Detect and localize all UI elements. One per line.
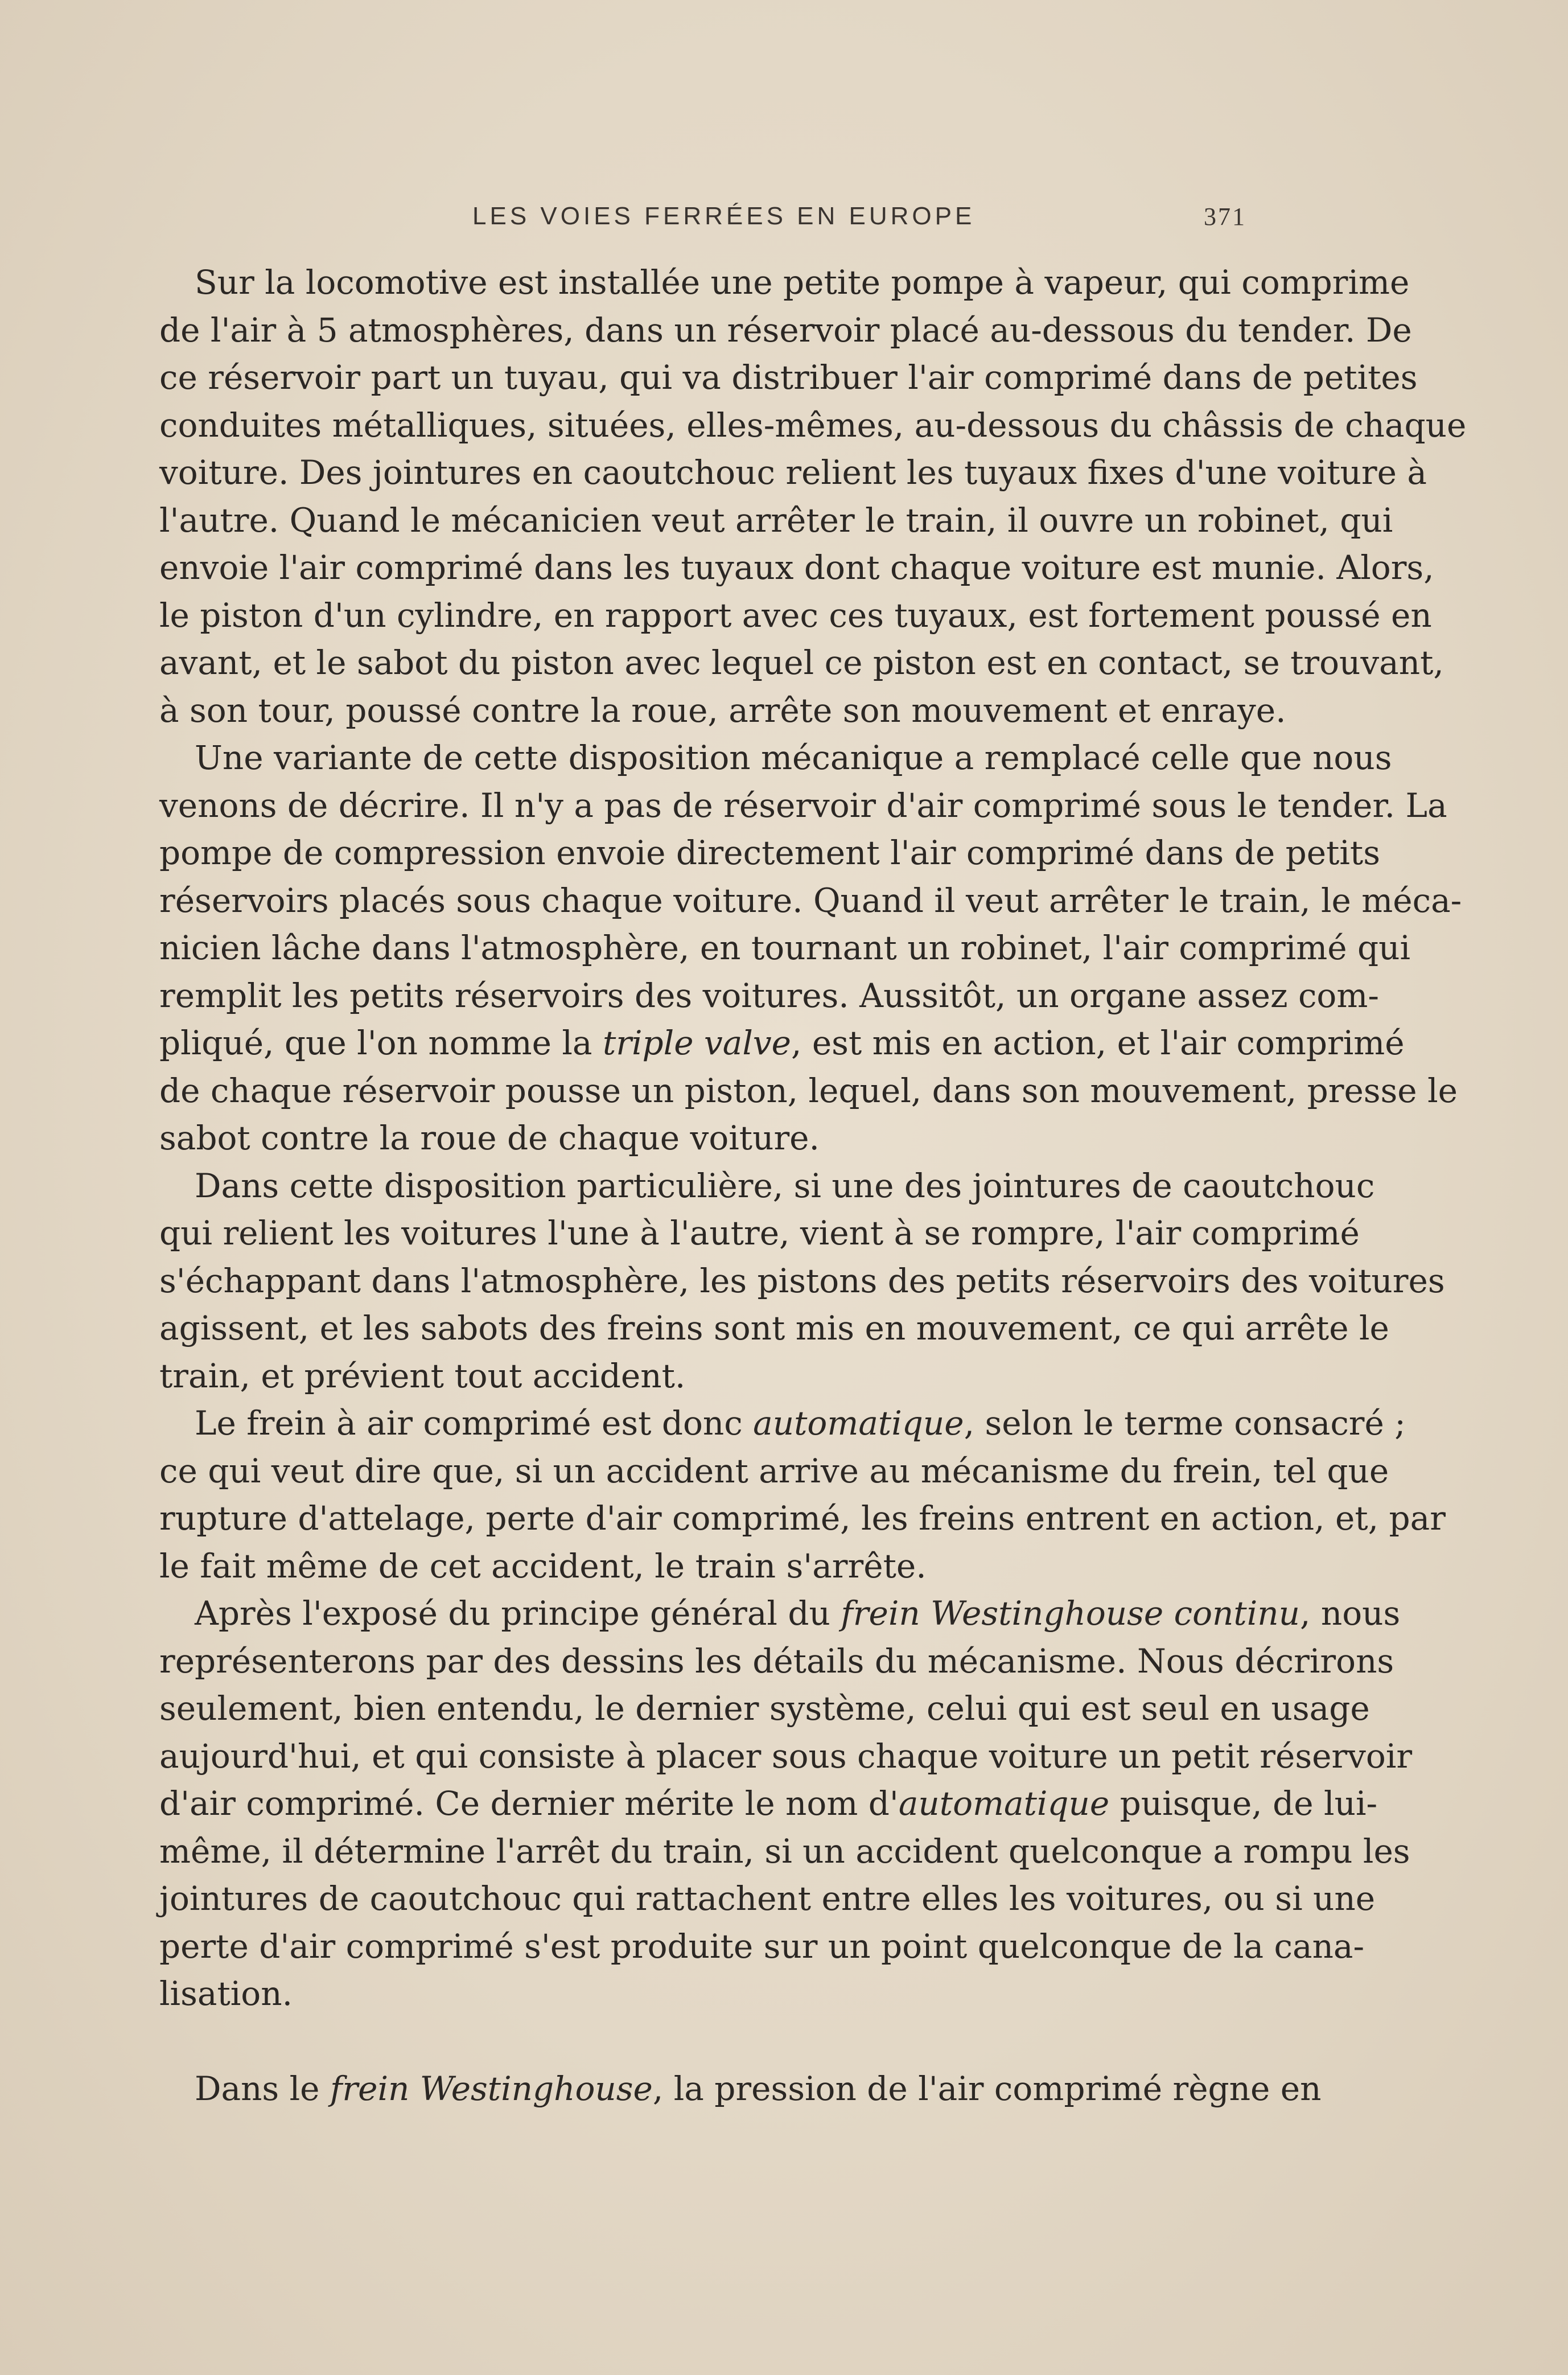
text-line: qui relient les voitures l'une à l'autre, vient à se rompre, l'air comprimé xyxy=(159,1214,1360,1252)
text-run: puisque, de lui- xyxy=(1109,1784,1378,1823)
text-line: le fait même de cet accident, le train s'arrête. xyxy=(159,1546,927,1585)
text-line: le piston d'un cylindre, en rapport avec ces tuyaux, est fortement poussé en xyxy=(159,595,1432,635)
text-line: envoie l'air comprimé dans les tuyaux dont chaque voiture est munie. Alors, xyxy=(159,548,1434,587)
text-line xyxy=(159,1780,1378,1828)
text-line: à son tour, poussé contre la roue, arrête son mouvement et enraye. xyxy=(159,691,1286,730)
text-run: Après l'exposé du principe général du xyxy=(195,1594,841,1633)
running-title: LES VOIES FERRÉES EN EUROPE xyxy=(472,202,976,230)
paragraph-4 xyxy=(159,1400,1446,1590)
paragraph-1 xyxy=(159,259,1467,734)
text-line: perte d'air comprimé s'est produite sur un point quelconque de la cana- xyxy=(159,1926,1365,1966)
text-run: , est mis en action, et l'air comprimé xyxy=(791,1024,1405,1062)
text-line: lisation. xyxy=(159,1974,293,2013)
text-line: sabot contre la roue de chaque voiture. xyxy=(159,1119,820,1157)
italic-term: triple valve xyxy=(602,1024,791,1062)
text-line: avant, et le sabot du piston avec lequel ce piston est en contact, se trouvant, xyxy=(159,643,1444,682)
text-line: aujourd'hui, et qui consiste à placer sous chaque voiture un petit réservoir xyxy=(159,1736,1413,1776)
italic-term: frein Westinghouse continu xyxy=(841,1594,1300,1633)
text-line: jointures de caoutchouc qui rattachent entre elles les voitures, ou si une xyxy=(159,1879,1376,1918)
text-line xyxy=(159,1590,1401,1638)
text-line: de chaque réservoir pousse un piston, lequel, dans son mouvement, presse le xyxy=(159,1071,1458,1110)
text-line: Sur la locomotive est installée une petite pompe à vapeur, qui comprime xyxy=(195,263,1410,302)
text-line: venons de décrire. Il n'y a pas de réservoir d'air comprimé sous le tender. La xyxy=(159,786,1447,825)
text-run: d'air comprimé. Ce dernier mérite le nom d' xyxy=(159,1784,899,1823)
text-run: Le frein à air comprimé est donc xyxy=(195,1404,754,1443)
text-line: Une variante de cette disposition mécanique a remplacé celle que nous xyxy=(195,738,1392,777)
page-number: 371 xyxy=(1204,203,1246,231)
text-line: rupture d'attelage, perte d'air comprimé, les freins entrent en action, et, par xyxy=(159,1499,1446,1538)
paragraph-2 xyxy=(159,734,1462,1162)
text-run: , selon le terme consacré ; xyxy=(964,1404,1406,1443)
text-line: Dans cette disposition particulière, si une des jointures de caoutchouc xyxy=(195,1166,1375,1205)
paragraph-5 xyxy=(159,1590,1413,2018)
text-line: l'autre. Quand le mécanicien veut arrêter le train, il ouvre un robinet, qui xyxy=(159,500,1393,540)
text-line: de l'air à 5 atmosphères, dans un réservoir placé au-dessous du tender. De xyxy=(159,310,1412,350)
paragraph-6 xyxy=(159,2065,1322,2113)
text-line xyxy=(159,1400,1406,1448)
text-line: pompe de compression envoie directement l'air comprimé dans de petits xyxy=(159,833,1381,872)
text-line xyxy=(159,1020,1405,1067)
paragraph-gap xyxy=(159,2018,1246,2065)
text-run: Dans le xyxy=(195,2069,330,2108)
text-run: pliqué, que l'on nomme la xyxy=(159,1024,603,1062)
text-line: ce qui veut dire que, si un accident arrive au mécanisme du frein, tel que xyxy=(159,1451,1389,1490)
text-line: s'échappant dans l'atmosphère, les pistons des petits réservoirs des voitures xyxy=(159,1261,1445,1300)
text-line: réservoirs placés sous chaque voiture. Quand il veut arrêter le train, le méca- xyxy=(159,881,1462,920)
text-run: , nous xyxy=(1299,1594,1401,1633)
text-run: , la pression de l'air comprimé règne en xyxy=(652,2069,1322,2108)
text-line: conduites métalliques, situées, elles-mêmes, au-dessous du châssis de chaque xyxy=(159,405,1467,445)
italic-term: automatique xyxy=(898,1784,1110,1823)
italic-term: frein Westinghouse xyxy=(330,2069,653,2108)
running-head xyxy=(159,202,1246,236)
italic-term: automatique xyxy=(753,1404,964,1443)
text-line: même, il détermine l'arrêt du train, si un accident quelconque a rompu les xyxy=(159,1831,1410,1871)
text-line: ce réservoir part un tuyau, qui va distribuer l'air comprimé dans de petites xyxy=(159,358,1418,397)
text-line xyxy=(159,2065,1322,2113)
body-text xyxy=(159,259,1467,2113)
text-line: représenterons par des dessins les détails du mécanisme. Nous décrirons xyxy=(159,1641,1394,1680)
text-line: agissent, et les sabots des freins sont mis en mouvement, ce qui arrête le xyxy=(159,1309,1389,1347)
text-line: voiture. Des jointures en caoutchouc relient les tuyaux fixes d'une voiture à xyxy=(159,453,1427,492)
text-line: seulement, bien entendu, le dernier système, celui qui est seul en usage xyxy=(159,1689,1370,1728)
text-line: nicien lâche dans l'atmosphère, en tournant un robinet, l'air comprimé qui xyxy=(159,928,1410,967)
paragraph-3 xyxy=(159,1162,1445,1400)
text-line: train, et prévient tout accident. xyxy=(159,1356,686,1395)
text-line: remplit les petits réservoirs des voitures. Aussitôt, un organe assez com- xyxy=(159,976,1379,1015)
